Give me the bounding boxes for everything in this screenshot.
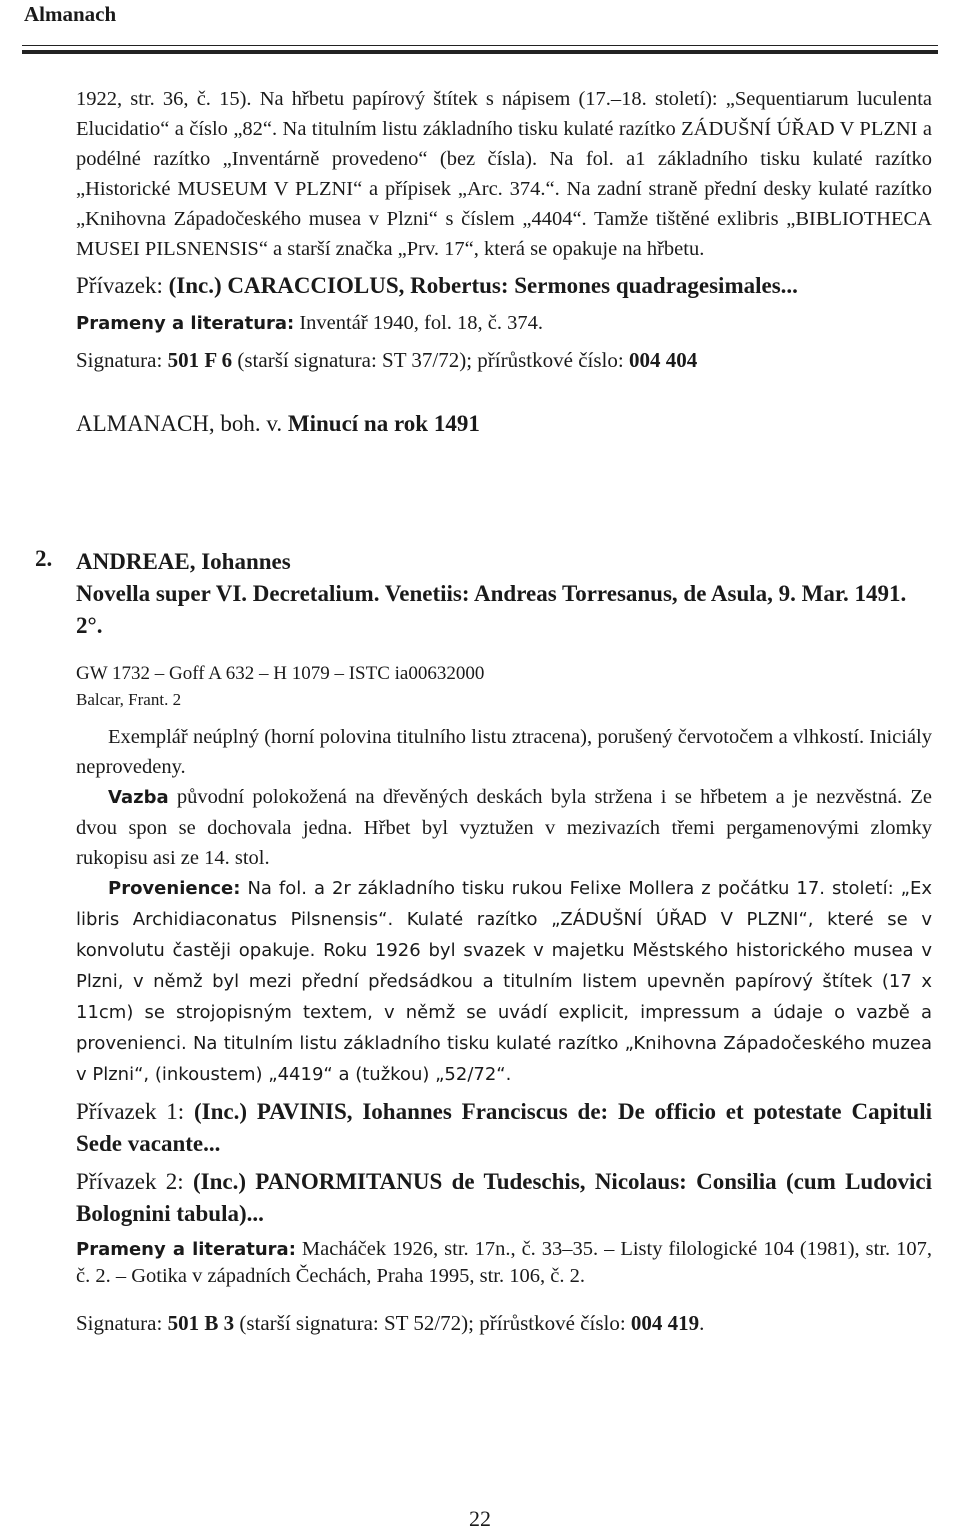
header-rule-thick xyxy=(22,50,938,54)
entry-title: Novella super VI. Decretalium. Venetiis: Andreas Torresanus, de Asula, 9. Mar. 1491. 2°. xyxy=(76,581,907,638)
header-rule-thin xyxy=(22,45,938,46)
entry-prameny-label: Prameny a literatura: xyxy=(76,1239,296,1260)
bibliographic-refs xyxy=(76,660,932,712)
section-prefix: ALMANACH, boh. v. xyxy=(76,411,288,436)
privazek2-title: (Inc.) PANORMITANUS de Tudeschis, Nicolaus: Consilia (cum Ludovici Bolognini tabula)... xyxy=(76,1169,932,1226)
privazek1-title: (Inc.) PAVINIS, Iohannes Franciscus de: De officio et potestate Capituli Sede vacante... xyxy=(76,1099,932,1156)
entry-signatura-value: 501 B 3 xyxy=(167,1311,235,1335)
entry-signatura-mid: (starší signatura: ST 52/72); přírůstkové číslo: xyxy=(234,1311,631,1335)
entry-signatura-end: . xyxy=(699,1311,705,1335)
signatura-line xyxy=(76,345,932,375)
privazek-line xyxy=(76,270,932,302)
privazek1-label: Přívazek 1: xyxy=(76,1099,195,1124)
signatura-acquisition: 004 404 xyxy=(628,348,698,372)
vazba-text: původní polokožená na dřevěných deskách byla stržena i se hřbetem a je nezvěstná. Ze dvou spon se dochovala jedna. Hřbet byl vyztužen v mezivazích třemi pergamenovými zlomky rukopisu asi ze 14. stol. xyxy=(76,786,932,869)
entry-author: ANDREAE, Iohannes xyxy=(76,549,291,574)
prameny-text: Inventář 1940, fol. 18, č. 374. xyxy=(294,312,544,334)
privazek-label: Přívazek: xyxy=(76,273,169,298)
section-title: Minucí na rok 1491 xyxy=(287,411,480,436)
signatura-label: Signatura: xyxy=(76,348,168,372)
privazek2-label: Přívazek 2: xyxy=(76,1169,193,1194)
prameny-line xyxy=(76,308,932,339)
continuation-paragraph: 1922, str. 36, č. 15). Na hřbetu papírový štítek s nápisem (17.–18. století): „Sequentiarum luculenta Elucidatio“ a číslo „82“. Na titulním listu základního tisku kulaté razítko ZÁDUŠNÍ ÚŘAD V PLZNI a podélné razítko „Inventárně provedeno“ (bez čísla). Na fol. a1 základního tisku kulaté razítko „Historické MUSEUM V PLZNI“ a přípisek „Arc. 374.“. Na zadní straně přední desky kulaté razítko „Knihovna Západočeského musea v Plzni“ s číslem „4404“. Tamže tištěné exlibris „BIBLIOTHECA MUSEI PILSNENSIS“ a starší značka „Prv. 17“, která se opakuje na hřbetu. xyxy=(76,88,932,260)
entry-signatura-acquisition: 004 419 xyxy=(630,1311,700,1335)
page-number: 22 xyxy=(469,1506,491,1531)
section-heading xyxy=(76,409,932,439)
entry-number: 2. xyxy=(35,546,53,571)
entry-signatura-label: Signatura: xyxy=(76,1311,168,1335)
catalog-refs: GW 1732 – Goff A 632 – H 1079 – ISTC ia00632000 xyxy=(76,663,485,684)
entry-prameny-text: Macháček 1926, str. 17n., č. 33–35. – Listy filologické 104 (1981), str. 107, č. 2. – Gotika v západních Čechách, Praha 1995, str. 106, č. 2. xyxy=(76,1238,932,1287)
provenience-paragraph xyxy=(76,873,932,1090)
running-header: Almanach xyxy=(24,2,117,26)
privazek1-line xyxy=(76,1096,932,1160)
signatura-value: 501 F 6 xyxy=(167,348,233,372)
privazek2-line xyxy=(76,1166,932,1230)
continuation-block xyxy=(76,84,932,439)
prameny-label: Prameny a literatura: xyxy=(76,313,295,334)
provenience-text: Na fol. a 2r základního tisku rukou Felixe Mollera z počátku 17. století: „Ex libris Archidiaconatus Pilsnensis“. Kulaté razítko „ZÁDUŠNÍ ÚŘAD V PLZNI“, které se v konvolutu častěji opakuje. Roku 1926 byl svazek v majetku Městského historického musea v Plzni, v němž byl mezi přední předsádkou a titulním listem upevněn papírový štítek (17 x 11cm) se strojopisným textem, v němž se uvádí explicit, impressum a údaje o vazbě a provenienci. Na titulním listu základního tisku kulaté razítko „Knihovna Západočeského muzea v Plzni“, (inkoustem) „4419“ a (tužkou) „52/72“. xyxy=(76,878,932,1085)
entry-signatura xyxy=(76,1308,932,1338)
vazba-label: Vazba xyxy=(108,787,169,808)
entry-heading xyxy=(76,546,932,642)
condition-paragraph: Exemplář neúplný (horní polovina titulního listu ztracena), porušený červotočem a vlhkostí. Iniciály neprovedeny. xyxy=(76,726,932,778)
entry-description xyxy=(76,722,932,1338)
vazba-paragraph xyxy=(76,782,932,873)
provenience-label: Provenience: xyxy=(108,878,241,899)
signatura-mid: (starší signatura: ST 37/72); přírůstkové číslo: xyxy=(232,348,629,372)
balcar-ref: Balcar, Frant. 2 xyxy=(76,690,182,709)
privazek-title: (Inc.) CARACCIOLUS, Robertus: Sermones quadragesimales... xyxy=(168,273,798,298)
entry-prameny xyxy=(76,1236,932,1290)
